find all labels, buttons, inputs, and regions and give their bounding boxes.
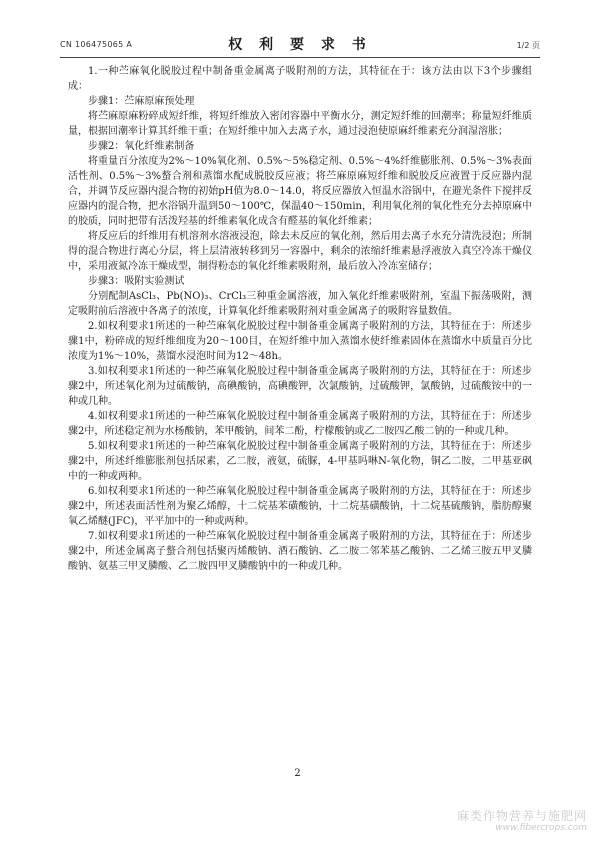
- header-divider: [60, 57, 540, 58]
- claims-body: [68, 64, 532, 574]
- step-2-body-2: 将反应后的纤维用有机溶剂水溶液浸泡，除去未反应的氧化剂，然后用去离子水充分清洗浸泡；所制得的混合物进行离心分层，将上层清液转移到另一容器中，剩余的浓缩纤维素悬浮液放入真空冷冻干燥仪中，采用液氮冷冻干燥成型，制得粉态的氧化纤维素吸附剂，最后放入冷冻室储存；: [68, 231, 532, 272]
- page-number: 2: [294, 768, 301, 779]
- claim-5: 5.如权利要求1所述的一种苎麻氧化脱胶过程中制备重金属离子吸附剂的方法，其特征在于：所述步骤2中，所述纤维膨胀剂包括尿素，乙二胺，液氨，硫脲，4-甲基吗啉N-氧化物，铜乙二胺，二甲基亚砜中的一种或两种。: [68, 441, 532, 482]
- page-indicator: 1/2 页: [516, 41, 540, 50]
- step-2-body-1: 将重量百分浓度为2%～10%氧化剂、0.5%～5%稳定剂、0.5%～4%纤维膨胀剂、0.5%～3%表面活性剂、0.5%～3%螯合剂和蒸馏水配成脱胶反应液；将苎麻原麻短纤维和脱胶反应液置于反应器内混合，并调节反应器内混合物的初始pH值为8.0～14.0，将反应器放入恒温水浴锅中，在避光条件下搅拌反应器内的混合物，把水浴锅升温到50～100℃，保温40～150min，利用氧化剂的氧化性充分去掉原麻中的胶质，同时把带有活泼羟基的纤维素氧化成含有醛基的氧化纤维素；: [68, 156, 532, 227]
- claim-3: 3.如权利要求1所述的一种苎麻氧化脱胶过程中制备重金属离子吸附剂的方法，其特征在于：所述步骤2中，所述氧化剂为过硫酸钠，高碘酸钠，高碘酸钾，次氯酸钠，过硫酸钾，氯酸钠，过硫酸铵中的一种或几种。: [68, 366, 532, 407]
- claim-1: 1.一种苎麻氧化脱胶过程中制备重金属离子吸附剂的方法，其特征在于：该方法由以下3个步骤组成：: [68, 66, 532, 92]
- watermark-url: www.fibercrops.com: [495, 823, 587, 833]
- document-title: 权 利 要 求 书: [228, 37, 372, 53]
- claim-6: 6.如权利要求1所述的一种苎麻氧化脱胶过程中制备重金属离子吸附剂的方法，其特征在于：所述步骤2中，所述表面活性剂为聚乙烯醇，十二烷基苯磺酸钠，十二烷基磺酸钠，十二烷基硫酸钠，脂肪醇聚氧乙烯醚(JFC)，平平加中的一种或两种。: [68, 486, 532, 527]
- site-watermark: [457, 810, 587, 834]
- step-1-title: 步骤1：苎麻原麻预处理: [88, 96, 195, 107]
- step-3-title: 步骤3：吸附实验测试: [88, 276, 185, 287]
- step-1-body: 将苎麻原麻粉碎成短纤维，将短纤维放入密闭容器中平衡水分，测定短纤维的回潮率；称量短纤维质量，根据回潮率计算其纤维干重；在短纤维中加入去离子水，通过浸泡使原麻纤维素充分润湿溶胀；: [68, 111, 532, 137]
- watermark-text: 麻类作物营养与施肥网: [456, 809, 587, 823]
- claim-2: 2.如权利要求1所述的一种苎麻氧化脱胶过程中制备重金属离子吸附剂的方法，其特征在于：所述步骤1中，粉碎成的短纤维细度为20～100目，在短纤维中加入蒸馏水使纤维素固体在蒸馏水中质量百分比浓度为1%～10%，蒸馏水浸泡时间为12～48h。: [68, 321, 532, 362]
- document-number: CN 106475065 A: [60, 40, 133, 49]
- step-3-body: 分别配制AsCl₃、Pb(NO)₃、CrCl₃三种重金属溶液，加入氧化纤维素吸附剂，室温下振荡吸附，测定吸附前后溶液中各离子的浓度，计算氧化纤维素吸附剂对重金属离子的吸附容量数值。: [68, 291, 532, 317]
- claim-7: 7.如权利要求1所述的一种苎麻氧化脱胶过程中制备重金属离子吸附剂的方法，其特征在于：所述步骤2中，所述金属离子螯合剂包括聚丙烯酸钠、酒石酸钠、乙二胺二邻苯基乙酸钠、二乙烯三胺五甲叉膦酸钠、氨基三甲叉膦酸、乙二胺四甲叉膦酸钠中的一种或几种。: [68, 531, 532, 572]
- claim-4: 4.如权利要求1所述的一种苎麻氧化脱胶过程中制备重金属离子吸附剂的方法，其特征在于：所述步骤2中，所述稳定剂为水杨酸钠，苯甲酸钠，间苯二酚，柠檬酸钠或乙二胺四乙酸二钠的一种或几种。: [68, 411, 532, 437]
- step-2-title: 步骤2：氧化纤维素制备: [88, 141, 195, 152]
- page-header: [60, 34, 540, 56]
